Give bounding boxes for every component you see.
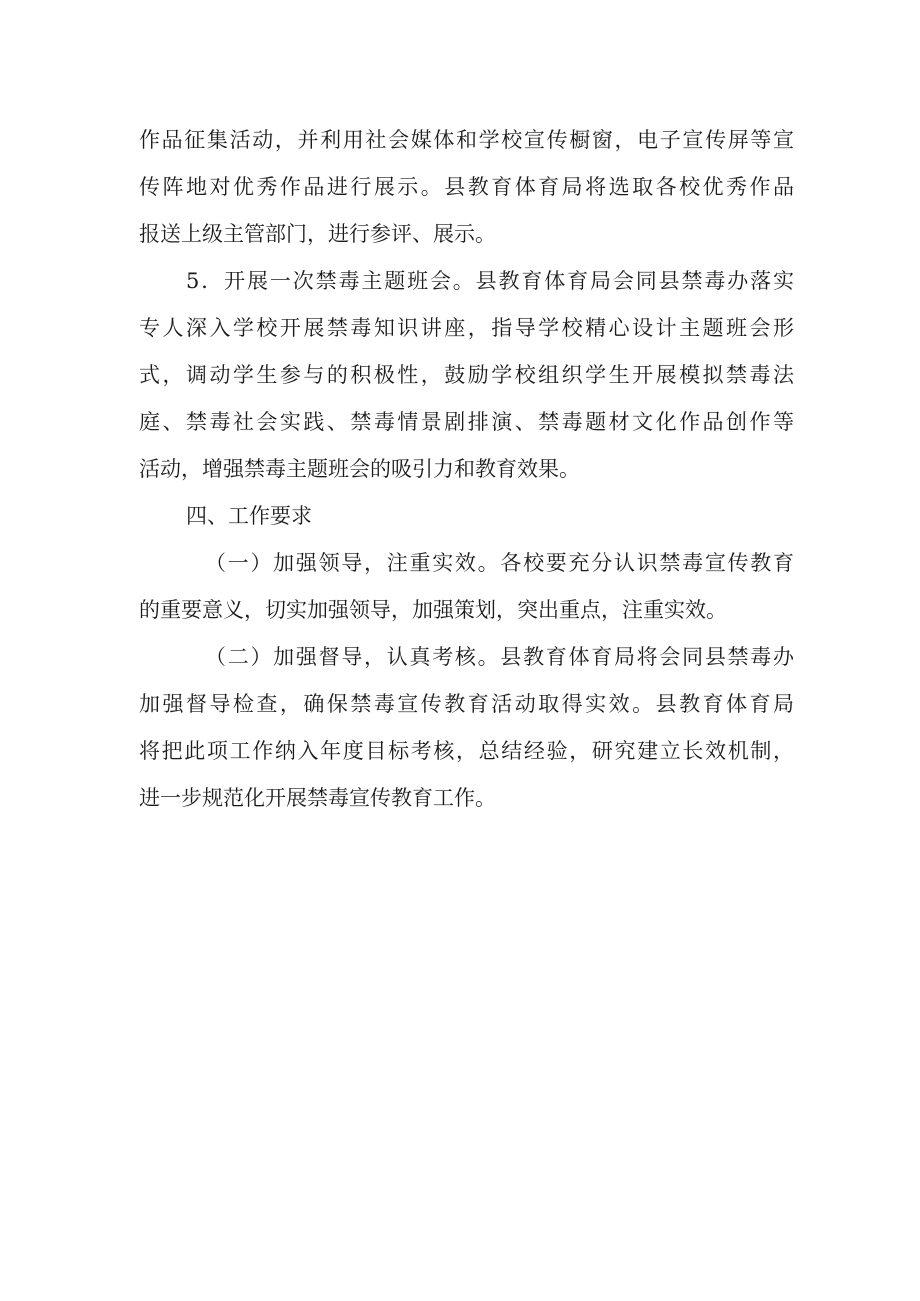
body-line: 将把此项工作纳入年度目标考核，总结经验，研究建立长效机制， bbox=[139, 739, 794, 763]
requirement-2-first-line: （二）加强督导，认真考核。县教育体育局将会同县禁毒办 bbox=[205, 645, 794, 669]
requirement-1-first-line: （一）加强领导，注重实效。各校要充分认识禁毒宣传教育 bbox=[205, 551, 794, 575]
body-line: 专人深入学校开展禁毒知识讲座，指导学校精心设计主题班会形 bbox=[139, 316, 794, 340]
body-line: 传阵地对优秀作品进行展示。县教育体育局将选取各校优秀作品 bbox=[139, 175, 794, 199]
body-line: 庭、禁毒社会实践、禁毒情景剧排演、禁毒题材文化作品创作等 bbox=[139, 410, 794, 434]
body-line: 加强督导检查，确保禁毒宣传教育活动取得实效。县教育体育局 bbox=[139, 692, 794, 716]
document-body bbox=[139, 117, 794, 822]
body-line: 的重要意义，切实加强领导，加强策划，突出重点，注重实效。 bbox=[139, 598, 727, 622]
body-line: 活动，增强禁毒主题班会的吸引力和教育效果。 bbox=[139, 457, 580, 481]
body-line: 进一步规范化开展禁毒宣传教育工作。 bbox=[139, 786, 496, 810]
section-item-5-first-line: 5．开展一次禁毒主题班会。县教育体育局会同县禁毒办落实 bbox=[186, 269, 794, 293]
section-heading: 四、工作要求 bbox=[186, 504, 312, 528]
body-line: 作品征集活动，并利用社会媒体和学校宣传橱窗，电子宣传屏等宣 bbox=[139, 128, 794, 152]
body-line: 式，调动学生参与的积极性，鼓励学校组织学生开展模拟禁毒法 bbox=[139, 363, 794, 387]
body-line: 报送上级主管部门，进行参评、展示。 bbox=[139, 222, 496, 246]
